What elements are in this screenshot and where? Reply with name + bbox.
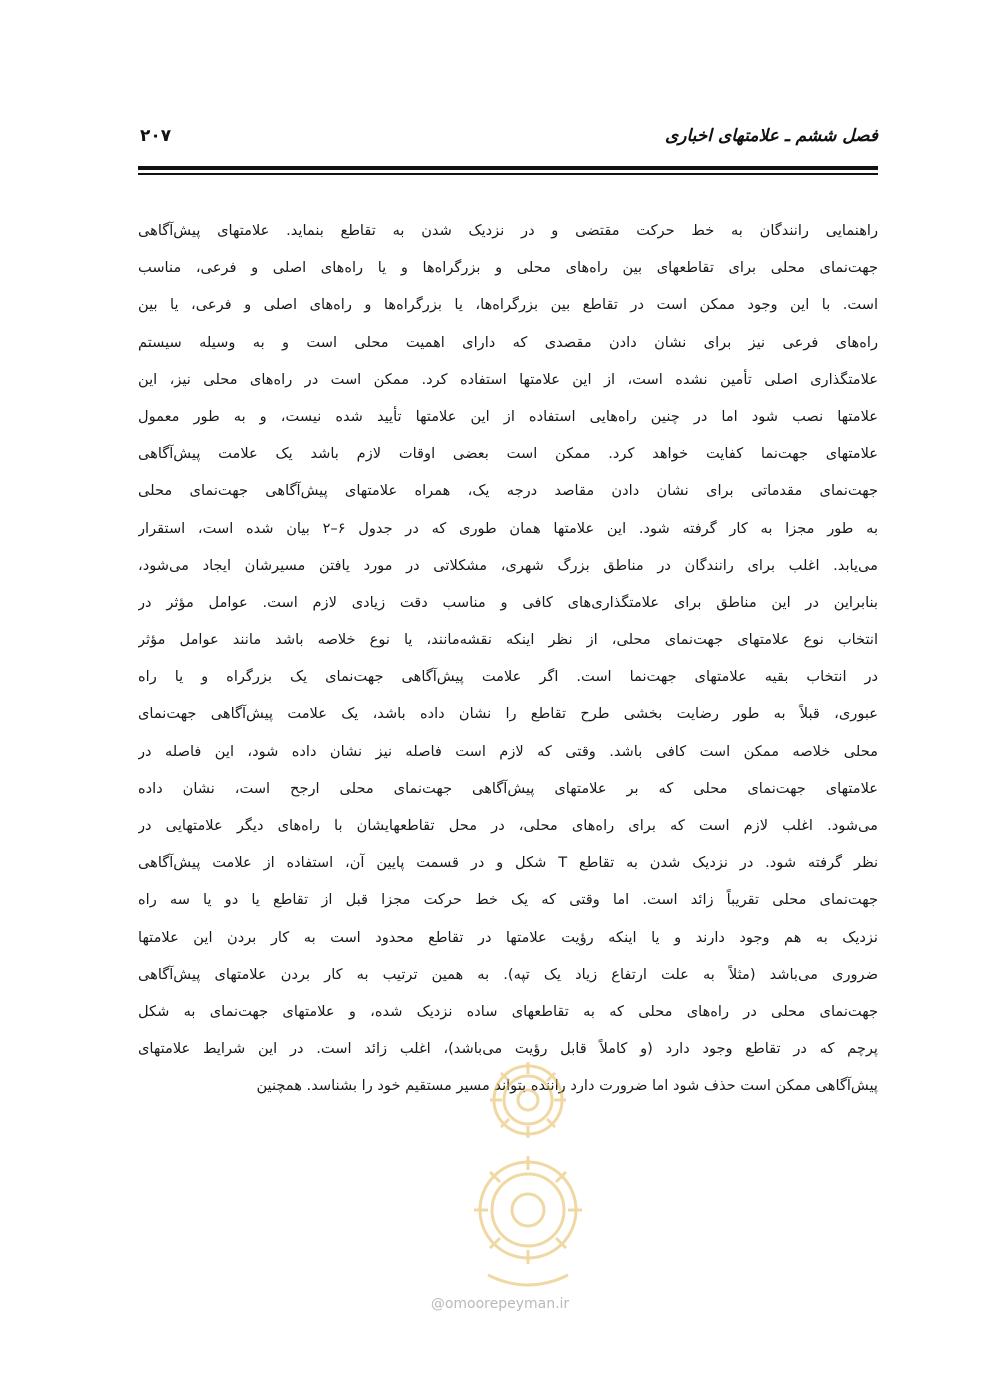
text-line: است. با این وجود ممکن است در تقاطع بین بزرگراه‌ها، یا بزرگراه‌ها و راه‌های اصلی و فرعی، یا بین xyxy=(138,296,878,314)
text-line: نزدیک به هم وجود دارند و یا اینکه رؤیت علامتها در تقاطع محدود است به کار بردن این علامتها xyxy=(138,928,878,946)
text-line: جهت‌نمای محلی برای تقاطعهای بین راه‌های محلی و بزرگراه‌ها و یا راه‌های اصلی و فرعی، مناسب xyxy=(138,259,878,277)
text-line: می‌یابد. اغلب برای رانندگان در مناطق بزرگ شهری، مشکلاتی در مورد یافتن مسیرشان ایجاد می‌شود، xyxy=(138,556,878,574)
page-number: ۲۰۷ xyxy=(140,126,172,146)
text-line: در انتخاب بقیه علامتهای جهت‌نما است. اگر علامت پیش‌آگاهی جهت‌نمای یک بزرگراه و یا راه xyxy=(138,668,878,686)
text-line: محلی خلاصه ممکن است کافی باشد. وقتی که لازم است فاصله نیز نشان داده شود، این فاصله در xyxy=(138,742,878,760)
text-line: راهنمایی رانندگان به خط حرکت مقتضی و در نزدیک شدن به تقاطع بنماید. علامتهای پیش‌آگاهی xyxy=(138,222,878,239)
header-rule-thick xyxy=(138,166,878,170)
body-paragraph xyxy=(138,212,878,1105)
text-line: علامتها نصب شود اما در چنین راه‌هایی استفاده از این علامتها تأیید شده نیست، و به طور معمول xyxy=(138,407,878,425)
page-header xyxy=(138,122,878,162)
text-line: عبوری، قبلاً به طور رضایت بخشی طرح تقاطع را نشان داده باشد، یک علامت پیش‌آگاهی جهت‌نمای xyxy=(138,705,878,723)
text-line: راه‌های فرعی نیز برای نشان دادن مقصدی که دارای اهمیت محلی است و به وسیله سیستم xyxy=(138,333,878,351)
text-line: نظر گرفته شود. در نزدیک شدن به تقاطع T شکل و در قسمت پایین آن، استفاده از علامت پیش‌آگاهی xyxy=(138,854,878,872)
chapter-title: فصل ششم ـ علامتهای اخباری xyxy=(664,126,878,146)
text-line: ضروری می‌باشد (مثلاً به علت ارتفاع زیاد یک تپه). به همین ترتیب به کار بردن علامتهای پیش‌آگاهی xyxy=(138,965,878,983)
text-line: انتخاب نوع علامتهای جهت‌نمای محلی، از نظر اینکه نقشه‌مانند، یا نوع خلاصه باشد مانند عوامل مؤثر xyxy=(138,631,878,649)
text-line: پرچم که در تقاطع وجود دارد (و کاملاً قابل رؤیت می‌باشد)، اغلب زائد است. در این شرایط علامتهای xyxy=(138,1040,878,1058)
header-rule-thin xyxy=(138,173,878,175)
text-line: علامتهای جهت‌نما کفایت خواهد کرد. ممکن است بعضی اوقات لازم باشد یک علامت پیش‌آگاهی xyxy=(138,445,878,463)
text-line: جهت‌نمای مقدماتی برای نشان دادن مقاصد درجه یک، همراه علامتهای پیش‌آگاهی جهت‌نمای محلی xyxy=(138,482,878,500)
text-line: می‌شود. اغلب لازم است که برای راه‌های محلی، در محل تقاطعهایشان با راه‌های دیگر علامتهایی در xyxy=(138,817,878,834)
text-line: به طور مجزا به کار گرفته شود. این علامتها همان طوری که در جدول ۶–۲ بیان شده است، استقرار xyxy=(138,519,878,537)
text-line: علامتگذاری اصلی تأمین نشده است، از این علامتها استفاده کرد. ممکن است در راه‌های محلی نیز، این xyxy=(138,370,878,388)
watermark-website: @omoorepeyman.ir xyxy=(430,1296,570,1312)
text-line: بنابراین در این مناطق برای علامتگذاری‌های کافی و مناسب دقت زیادی لازم است. عوامل مؤثر در xyxy=(138,593,878,611)
text-line: جهت‌نمای محلی در راه‌های محلی که به تقاطعهای ساده نزدیک شده، و علامتهای جهت‌نمای به شکل xyxy=(138,1002,878,1020)
text-line: پیش‌آگاهی ممکن است حذف شود اما ضرورت دارد راننده بتواند مسیر مستقیم خود را بشناسد. همچنین xyxy=(256,1077,878,1095)
text-line: علامتهای جهت‌نمای محلی که بر علامتهای پیش‌آگاهی جهت‌نمای محلی ارجح است، نشان داده xyxy=(138,779,878,797)
text-line: جهت‌نمای محلی تقریباً زائد است. اما وقتی که یک خط حرکت مجزا قبل از تقاطع یا دو یا سه راه xyxy=(138,891,878,909)
